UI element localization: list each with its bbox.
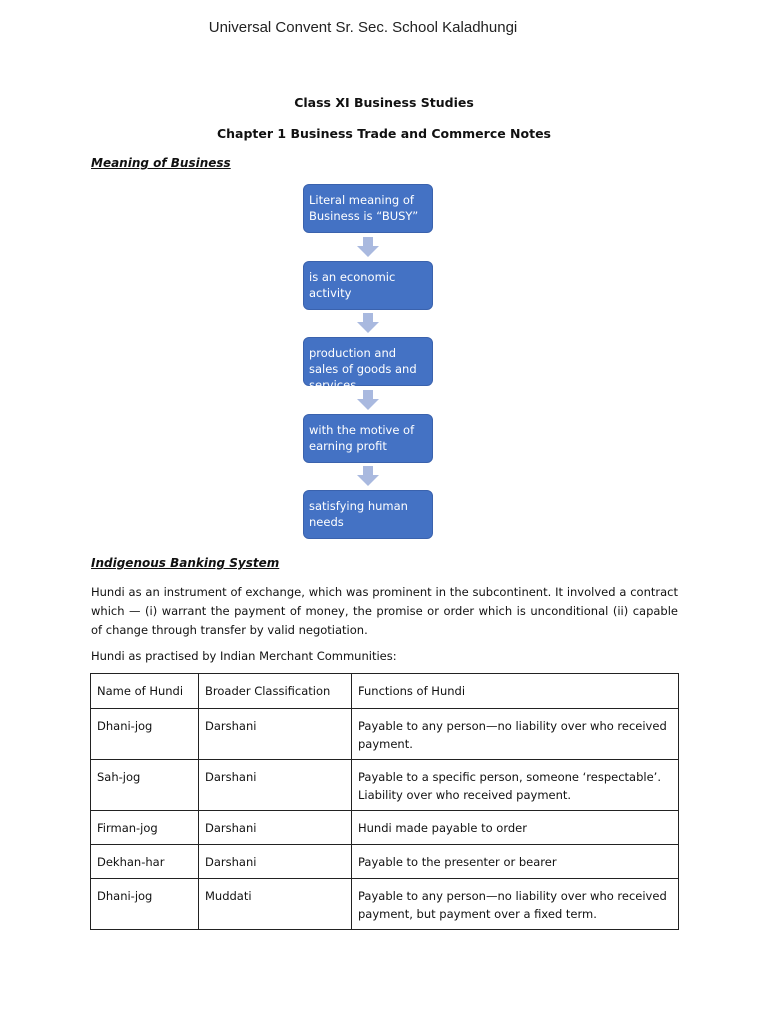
school-name: Universal Convent Sr. Sec. School Kaladhungi bbox=[208, 19, 518, 36]
down-arrow-icon bbox=[357, 390, 379, 410]
header-name: Name of Hundi bbox=[91, 674, 199, 709]
cell-classification: Darshani bbox=[199, 709, 352, 760]
indigenous-heading: Indigenous Banking System bbox=[91, 556, 280, 570]
cell-function: Payable to the presenter or bearer bbox=[352, 845, 679, 879]
cell-classification: Muddati bbox=[199, 879, 352, 930]
down-arrow-icon bbox=[357, 466, 379, 486]
cell-name: Dhani-jog bbox=[91, 879, 199, 930]
table-row bbox=[91, 811, 679, 845]
down-arrow-icon bbox=[357, 237, 379, 257]
flow-step-3: production and sales of goods and services bbox=[303, 337, 433, 386]
flow-step-2: is an economic activity bbox=[303, 261, 433, 310]
hundi-paragraph: Hundi as an instrument of exchange, which was prominent in the subcontinent. It involved a contract which — (i) warrant the payment of money, the promise or order which is unconditional (ii) capable of change through transfer by valid negotiation. bbox=[91, 585, 678, 637]
table-header-row bbox=[91, 674, 679, 709]
cell-name: Dhani-jog bbox=[91, 709, 199, 760]
class-title: Class XI Business Studies bbox=[294, 95, 474, 110]
flow-step-1: Literal meaning of Business is “BUSY” bbox=[303, 184, 433, 233]
table-intro: Hundi as practised by Indian Merchant Communities: bbox=[91, 649, 397, 663]
cell-name: Dekhan-har bbox=[91, 845, 199, 879]
cell-name: Sah-jog bbox=[91, 760, 199, 811]
cell-function: Payable to a specific person, someone ‘respectable’. Liability over who received payment. bbox=[352, 760, 679, 811]
header-classification: Broader Classification bbox=[199, 674, 352, 709]
cell-function: Payable to any person—no liability over who received payment. bbox=[352, 709, 679, 760]
cell-name: Firman-jog bbox=[91, 811, 199, 845]
table-row bbox=[91, 845, 679, 879]
header-functions: Functions of Hundi bbox=[352, 674, 679, 709]
meaning-heading: Meaning of Business bbox=[91, 156, 231, 170]
cell-classification: Darshani bbox=[199, 845, 352, 879]
cell-function: Payable to any person—no liability over who received payment, but payment over a fixed term. bbox=[352, 879, 679, 930]
table-row bbox=[91, 879, 679, 930]
cell-function: Hundi made payable to order bbox=[352, 811, 679, 845]
cell-classification: Darshani bbox=[199, 760, 352, 811]
hundi-table bbox=[90, 673, 679, 930]
table-row bbox=[91, 709, 679, 760]
down-arrow-icon bbox=[357, 313, 379, 333]
chapter-title: Chapter 1 Business Trade and Commerce Notes bbox=[216, 126, 552, 141]
table-row bbox=[91, 760, 679, 811]
cell-classification: Darshani bbox=[199, 811, 352, 845]
flow-step-5: satisfying human needs bbox=[303, 490, 433, 539]
flow-step-4: with the motive of earning profit bbox=[303, 414, 433, 463]
